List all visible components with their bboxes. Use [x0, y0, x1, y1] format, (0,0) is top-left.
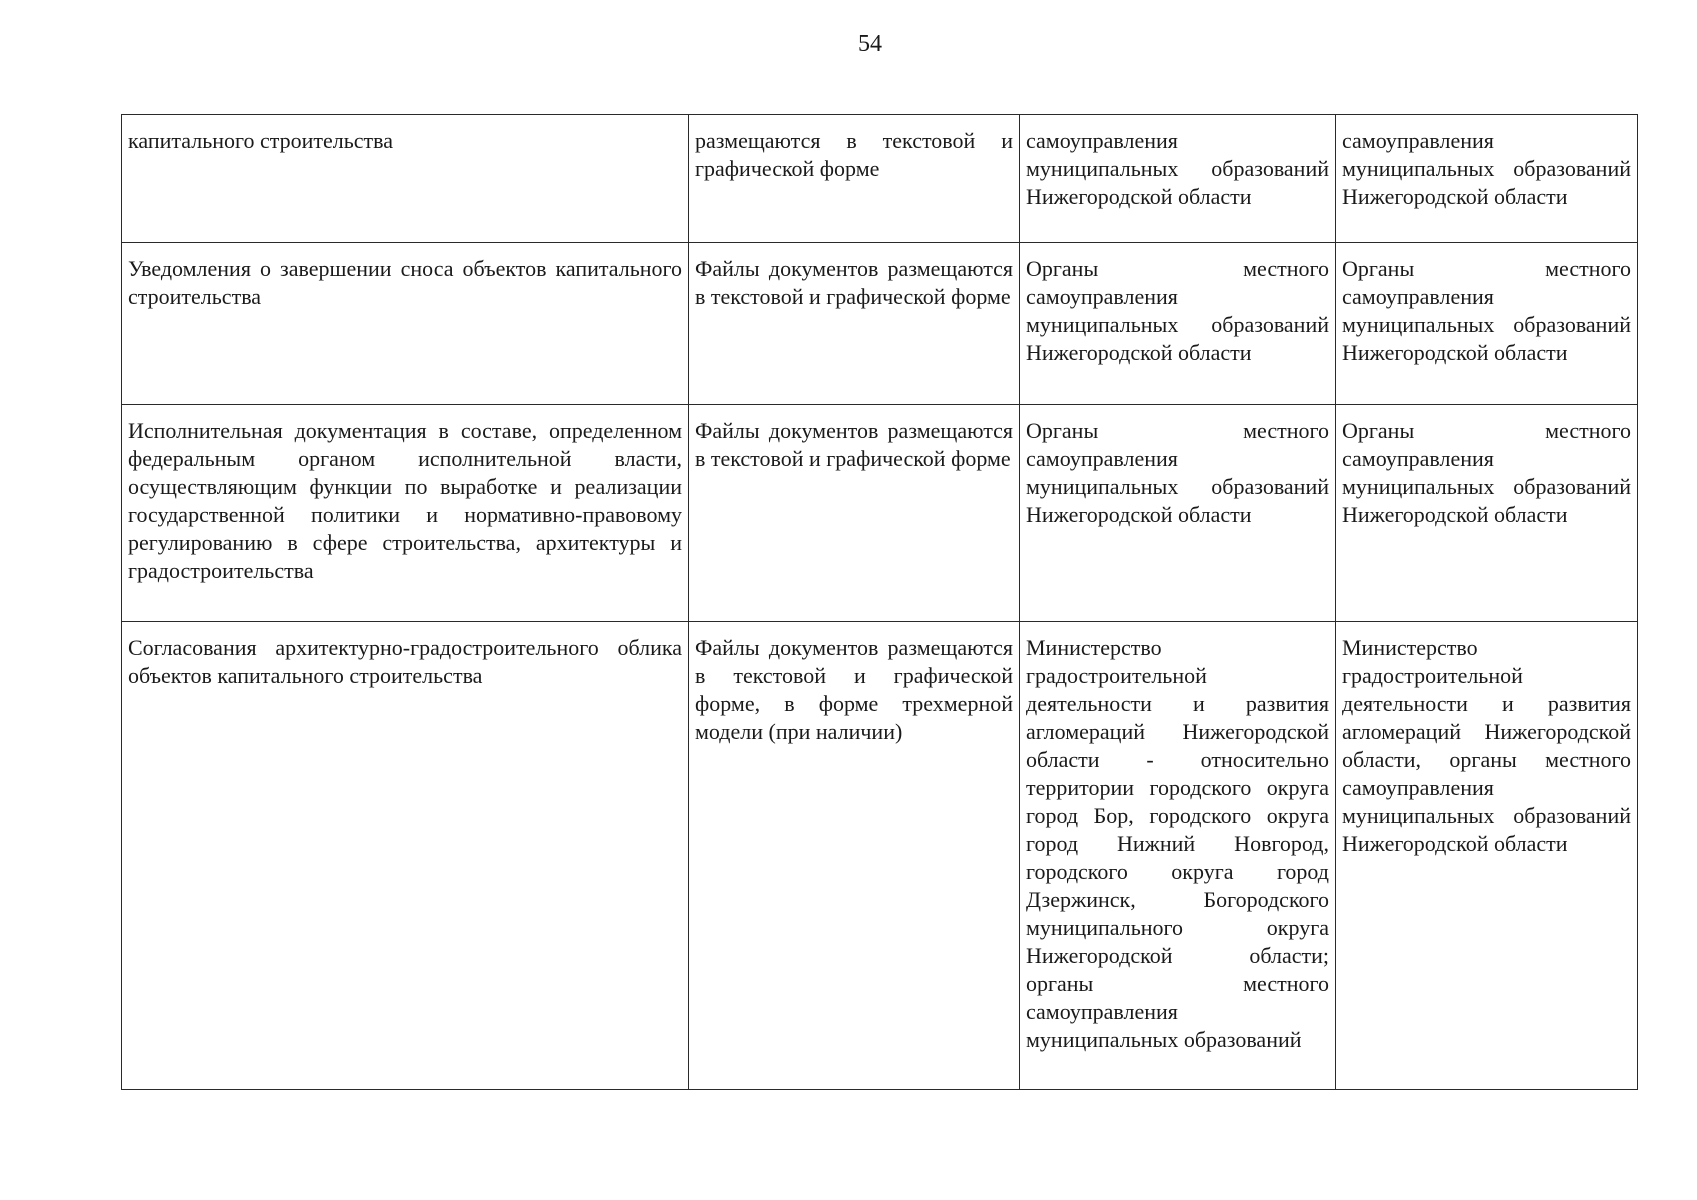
table-row: [122, 243, 1638, 405]
responsible-cell: Органы местного самоуправления муниципальных образований Нижегородской области: [1336, 243, 1638, 405]
format-cell: Файлы документов размещаются в текстовой и графической форме, в форме трехмерной модели (при наличии): [689, 622, 1020, 1090]
table-row: [122, 115, 1638, 243]
responsible-cell: Органы местного самоуправления муниципальных образований Нижегородской области: [1336, 405, 1638, 622]
format-cell: Файлы документов размещаются в текстовой и графической форме: [689, 405, 1020, 622]
format-cell: Файлы документов размещаются в текстовой и графической форме: [689, 243, 1020, 405]
document-type-cell: Уведомления о завершении сноса объектов капитального строительства: [122, 243, 689, 405]
document-table: [121, 114, 1638, 1090]
table-row: [122, 622, 1638, 1090]
page-number: 54: [858, 31, 882, 57]
table-row: [122, 405, 1638, 622]
authority-cell: Органы местного самоуправления муниципальных образований Нижегородской области: [1020, 243, 1336, 405]
authority-cell: самоуправления муниципальных образований Нижегородской области: [1020, 115, 1336, 243]
format-cell: размещаются в текстовой и графической форме: [689, 115, 1020, 243]
authority-cell: Министерство градостроительной деятельности и развития агломераций Нижегородской области - относительно территории городского округа город Бор, городского округа город Нижний Новгород, городского округа город Дзержинск, Богородского муниципального округа Нижегородской области; органы местного самоуправления муниципальных образований: [1020, 622, 1336, 1090]
responsible-cell: самоуправления муниципальных образований Нижегородской области: [1336, 115, 1638, 243]
document-type-cell: Согласования архитектурно-градостроительного облика объектов капитального строительства: [122, 622, 689, 1090]
document-type-cell: капитального строительства: [122, 115, 689, 243]
authority-cell: Органы местного самоуправления муниципальных образований Нижегородской области: [1020, 405, 1336, 622]
responsible-cell: Министерство градостроительной деятельности и развития агломераций Нижегородской области, органы местного самоуправления муниципальных образований Нижегородской области: [1336, 622, 1638, 1090]
document-type-cell: Исполнительная документация в составе, определенном федеральным органом исполнительной власти, осуществляющим функции по выработке и реализации государственной политики и нормативно-правовому регулированию в сфере строительства, архитектуры и градостроительства: [122, 405, 689, 622]
